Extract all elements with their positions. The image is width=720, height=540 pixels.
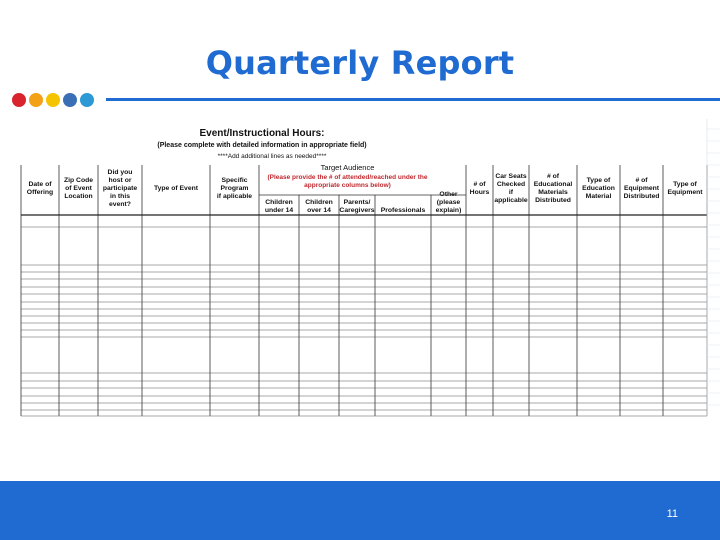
column-header-label: # of xyxy=(635,177,648,184)
target-audience-note: (Please provide the # of attended/reached under the xyxy=(267,174,428,181)
column-header-label: Type of xyxy=(586,177,611,184)
column-header-label: Program xyxy=(220,185,249,192)
column-header-label: of Event xyxy=(65,185,92,192)
column-header-label: explain) xyxy=(435,207,462,214)
column-header-label: Distributed xyxy=(535,197,571,204)
column-header-label: Educational xyxy=(533,181,573,188)
column-header-label: Location xyxy=(64,193,93,200)
target-audience-note: appropriate columns below) xyxy=(304,182,391,189)
column-header-label: Date of xyxy=(28,181,52,188)
column-header-label: (please xyxy=(436,199,461,206)
column-header-label: Children xyxy=(305,199,333,206)
column-header-label: event? xyxy=(109,201,131,208)
column-header-label: over 14 xyxy=(307,207,331,214)
column-header-label: if xyxy=(508,189,514,196)
accent-dot xyxy=(80,93,94,107)
column-header-label: if aplicable xyxy=(216,193,253,200)
column-header-label: Children xyxy=(265,199,293,206)
column-header-label: under 14 xyxy=(264,207,294,214)
accent-dots xyxy=(12,93,94,107)
form-note: ****Add additional lines as needed**** xyxy=(217,153,327,160)
column-header-label: participate xyxy=(102,185,138,192)
column-header-label: Type of Event xyxy=(153,185,199,192)
event-hours-form xyxy=(17,119,720,417)
column-header-label: Car Seats xyxy=(495,173,527,180)
column-header-label: Checked xyxy=(496,181,526,188)
column-header-label: Education xyxy=(582,185,615,192)
accent-dot xyxy=(12,93,26,107)
column-header-label: Parents/ xyxy=(343,199,371,206)
slide-title: Quarterly Report xyxy=(205,44,515,82)
form-table-svg xyxy=(17,119,720,417)
page-number: 11 xyxy=(666,508,678,520)
column-header-label: host or xyxy=(108,177,132,184)
column-header-label: Distributed xyxy=(623,193,660,200)
column-header-label: Specific xyxy=(221,177,248,184)
column-header-label: Hours xyxy=(469,189,490,196)
column-header-label: Offering xyxy=(26,189,54,196)
slide-footer xyxy=(0,481,720,540)
column-header-label: Type of xyxy=(673,181,697,188)
column-header-label: Caregivers xyxy=(339,207,375,214)
form-heading: Event/Instructional Hours: xyxy=(199,128,325,139)
column-header-label: Material xyxy=(585,193,612,200)
target-audience-title: Target Audience xyxy=(320,163,375,172)
column-header-label: Zip Code xyxy=(63,177,94,184)
column-header-label: Did you xyxy=(107,169,133,176)
accent-dot xyxy=(29,93,43,107)
column-header-label: Materials xyxy=(538,189,568,196)
column-header-label: Equipment xyxy=(623,185,660,192)
column-header-label: # of xyxy=(546,173,560,180)
column-header-label: # of xyxy=(473,181,486,188)
form-instruction: (Please complete with detailed information in appropriate field) xyxy=(157,142,367,149)
accent-dot xyxy=(63,93,77,107)
accent-dot xyxy=(46,93,60,107)
column-header-label: Professionals xyxy=(380,207,426,214)
column-header-label: in this xyxy=(109,193,131,200)
column-header-label: Equipment xyxy=(667,189,703,196)
column-header-label: applicable xyxy=(494,197,528,204)
column-header-label: Other xyxy=(439,191,458,198)
title-underline xyxy=(106,98,720,101)
